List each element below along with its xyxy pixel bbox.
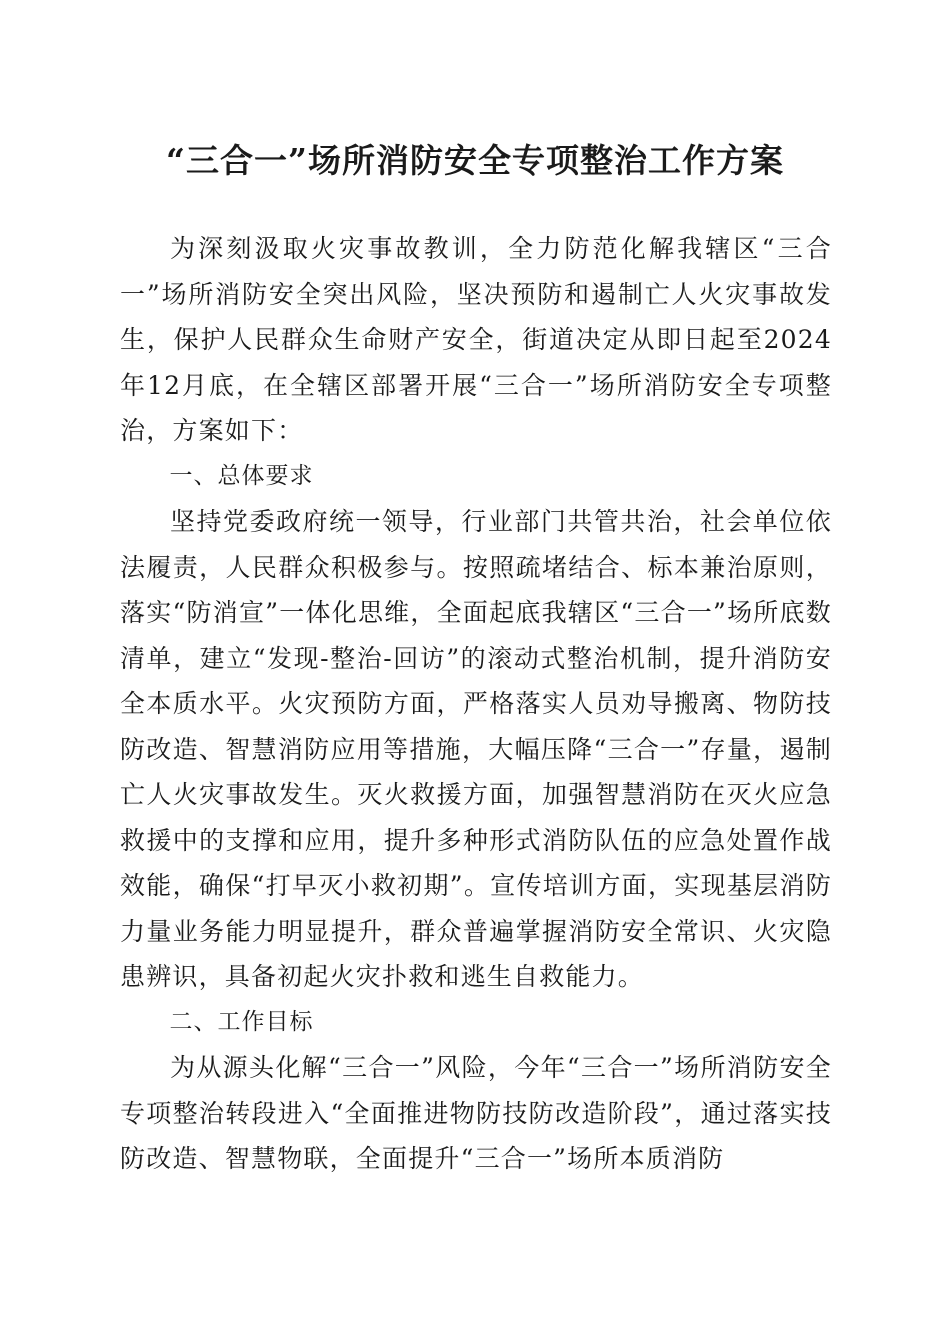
section-body-work-goals: 为从源头化解“三合一”风险，今年“三合一”场所消防安全专项整治转段进入“全面推进物防技防改造阶段”，通过落实技防改造、智慧物联，全面提升“三合一”场所本质消防 [120,1053,832,1173]
document-title: “三合一”场所消防安全专项整治工作方案 [166,141,784,180]
document-body [120,226,832,1182]
section-heading-overall-requirements: 一、总体要求 [169,462,314,489]
section-body-overall-requirements: 坚持党委政府统一领导，行业部门共管共治，社会单位依法履责，人民群众积极参与。按照疏堵结合、标本兼治原则，落实“防消宣”一体化思维，全面起底我辖区“三合一”场所底数清单，建立“发现-整治-回访”的滚动式整治机制，提升消防安全本质水平。火灾预防方面，严格落实人员劝导搬离、物防技防改造、智慧消防应用等措施，大幅压降“三合一”存量，遏制亡人火灾事故发生。灭火救援方面，加强智慧消防在灭火应急救援中的支撑和应用，提升多种形式消防队伍的应急处置作战效能，确保“打早灭小救初期”。宣传培训方面，实现基层消防力量业务能力明显提升，群众普遍掌握消防安全常识、火灾隐患辨识，具备初起火灾扑救和逃生自救能力。 [120,507,832,991]
section-heading-work-goals: 二、工作目标 [169,1008,314,1035]
intro-paragraph: 为深刻汲取火灾事故教训，全力防范化解我辖区“三合一”场所消防安全突出风险，坚决预防和遏制亡人火灾事故发生，保护人民群众生命财产安全，街道决定从即日起至2024年12月底，在全辖区部署开展“三合一”场所消防安全专项整治，方案如下： [120,234,832,445]
